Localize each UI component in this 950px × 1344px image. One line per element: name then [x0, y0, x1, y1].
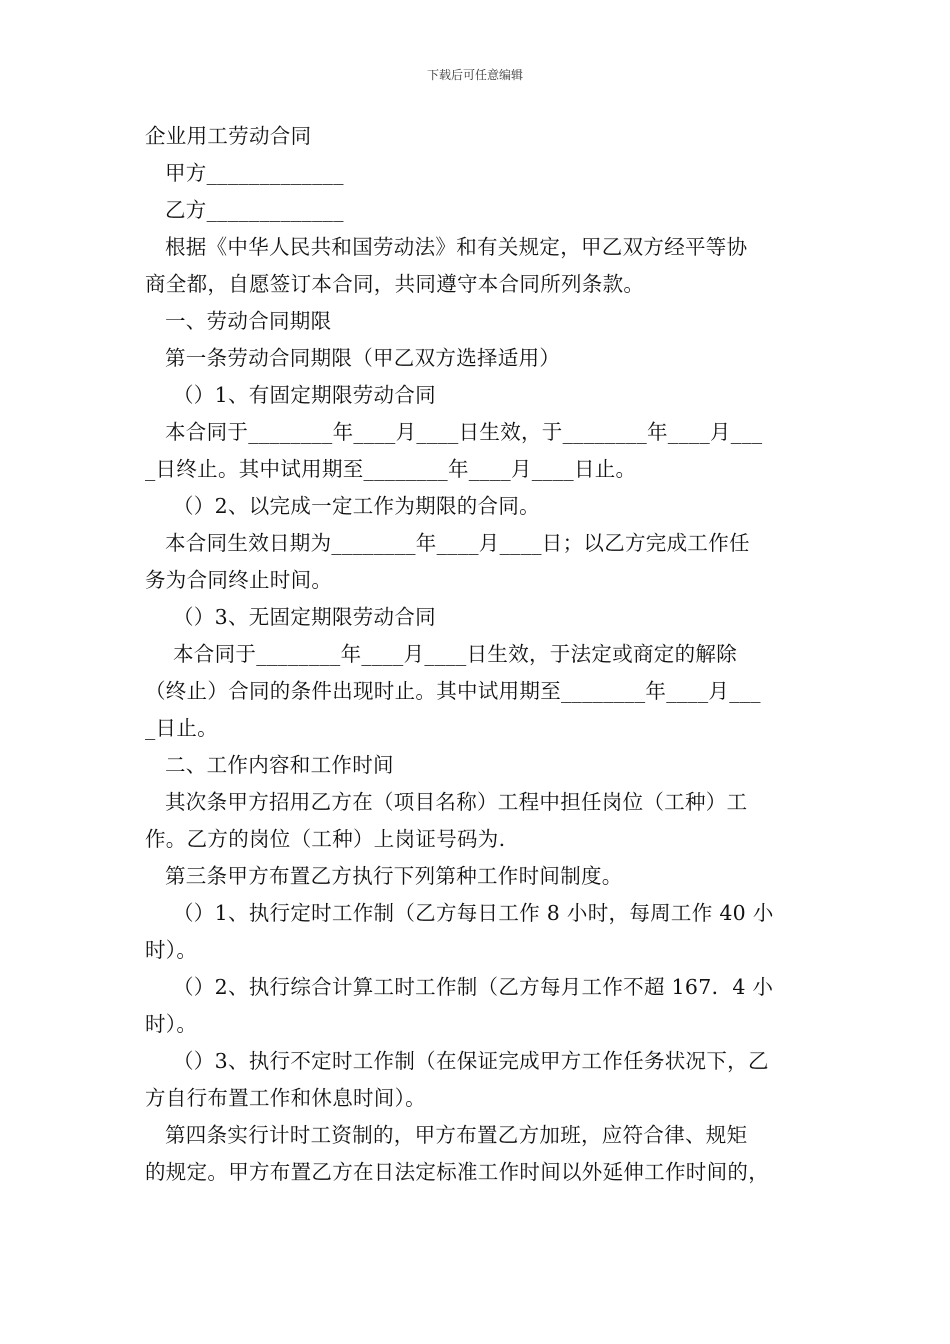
- paragraph-line: 时）。: [145, 938, 198, 962]
- paragraph-line: _日止。: [145, 716, 218, 740]
- paragraph-line: 二、工作内容和工作时间: [165, 753, 394, 777]
- paragraph-line: 本合同于________年____月____日生效，于法定或商定的解除: [173, 642, 737, 666]
- paragraph-line: 一、劳动合同期限: [165, 309, 332, 333]
- paragraph-line: 的规定。甲方布置乙方在日法定标准工作时间以外延伸工作时间的，: [145, 1160, 769, 1184]
- paragraph-line: 第三条甲方布置乙方执行下列第种工作时间制度。: [165, 864, 623, 888]
- paragraph-line: 本合同生效日期为________年____月____日；以乙方完成工作任: [165, 531, 750, 555]
- paragraph-line: 方自行布置工作和休息时间）。: [145, 1086, 426, 1110]
- paragraph-line: （）2、执行综合计算工时工作制（乙方每月工作不超 167．4 小: [173, 975, 774, 999]
- contract-body: [145, 118, 825, 1191]
- paragraph-line: （）1、有固定期限劳动合同: [173, 383, 436, 407]
- paragraph-line: 时）。: [145, 1012, 198, 1036]
- paragraph-line: 第四条实行计时工资制的，甲方布置乙方加班，应符合律、规矩: [165, 1123, 748, 1147]
- paragraph-line: （）3、执行不定时工作制（在保证完成甲方工作任务状况下，乙: [173, 1049, 769, 1073]
- paragraph-line: （）3、无固定期限劳动合同: [173, 605, 436, 629]
- paragraph-line: （终止）合同的条件出现时止。其中试用期至________年____月___: [145, 679, 761, 703]
- paragraph-line: 第一条劳动合同期限（甲乙双方选择适用）: [165, 346, 561, 370]
- paragraph-line: （）1、执行定时工作制（乙方每日工作 8 小时，每周工作 40 小: [173, 901, 774, 925]
- paragraph-line: 根据《中华人民共和国劳动法》和有关规定，甲乙双方经平等协: [165, 235, 748, 259]
- paragraph-line: 本合同于________年____月____日生效，于________年____月___: [165, 420, 763, 444]
- paragraph-line: 甲方_____________: [165, 161, 344, 185]
- paragraph-line: 商全都，自愿签订本合同，共同遵守本合同所列条款。: [145, 272, 645, 296]
- paragraph-line: 其次条甲方招用乙方在（项目名称）工程中担任岗位（工种）工: [165, 790, 748, 814]
- paragraph-line: 作。乙方的岗位（工种）上岗证号码为.: [145, 827, 506, 851]
- paragraph-line: （）2、以完成一定工作为期限的合同。: [173, 494, 540, 518]
- paragraph-line: 乙方_____________: [165, 198, 344, 222]
- document-title: 企业用工劳动合同: [145, 124, 312, 148]
- paragraph-line: _日终止。其中试用期至________年____月____日止。: [145, 457, 637, 481]
- paragraph-line: 务为合同终止时间。: [145, 568, 333, 592]
- header-note: 下载后可任意编辑: [426, 68, 523, 82]
